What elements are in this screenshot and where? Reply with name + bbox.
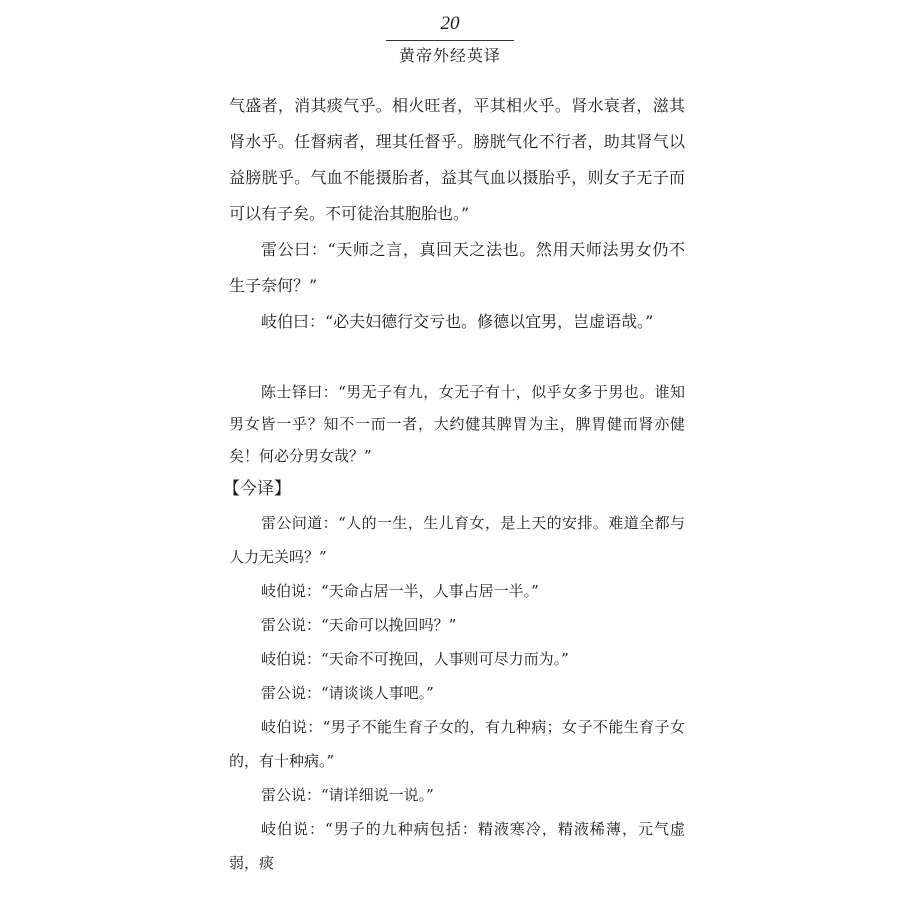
header-rule	[386, 40, 514, 41]
translation-paragraph-8: 岐伯说：“男子的九种病包括：精液寒冷，精液稀薄，元气虚弱，痰	[229, 820, 685, 872]
translation-paragraph-7: 雷公说：“请详细说一说。”	[261, 786, 434, 804]
translation-paragraph-3: 雷公说：“天命可以挽回吗？”	[261, 616, 457, 634]
translation-heading: 【今译】	[223, 479, 291, 499]
translation-paragraph-6: 岐伯说：“男子不能生育子女的，有九种病；女子不能生育子女的，有十种病。”	[229, 718, 685, 770]
original-paragraph-1: 气盛者，消其痰气乎。相火旺者，平其相火乎。肾水衰者，滋其肾水乎。任督病者，理其任督乎。膀胱气化不行者，助其肾气以益膀胱乎。气血不能摄胎者，益其气血以摄胎乎，则女子无子而可以有子矣。不可徒治其胞胎也。”	[229, 96, 685, 223]
running-title: 黄帝外经英译	[398, 46, 501, 65]
translation-paragraph-4: 岐伯说：“天命不可挽回，人事则可尽力而为。”	[261, 650, 569, 668]
page-number: 20	[440, 13, 460, 34]
original-paragraph-2: 雷公曰：“天师之言，真回天之法也。然用天师法男女仍不生子奈何？”	[229, 240, 685, 295]
original-paragraph-3: 岐伯曰：“必夫妇德行交亏也。修德以宜男，岂虚语哉。”	[261, 312, 654, 331]
page-body	[223, 88, 685, 880]
translation-paragraph-2: 岐伯说：“天命占居一半，人事占居一半。”	[261, 582, 539, 600]
translation-paragraph-5: 雷公说：“请谈谈人事吧。”	[261, 684, 434, 702]
commentary-paragraph: 陈士铎曰：“男无子有九，女无子有十，似乎女多于男也。谁知男女皆一乎？知不一而一者，大约健其脾胃为主，脾胃健而肾亦健矣！何必分男女哉？”	[229, 383, 685, 465]
translation-paragraph-1: 雷公问道：“人的一生，生儿育女，是上天的安排。难道全都与人力无关吗？”	[229, 514, 685, 566]
